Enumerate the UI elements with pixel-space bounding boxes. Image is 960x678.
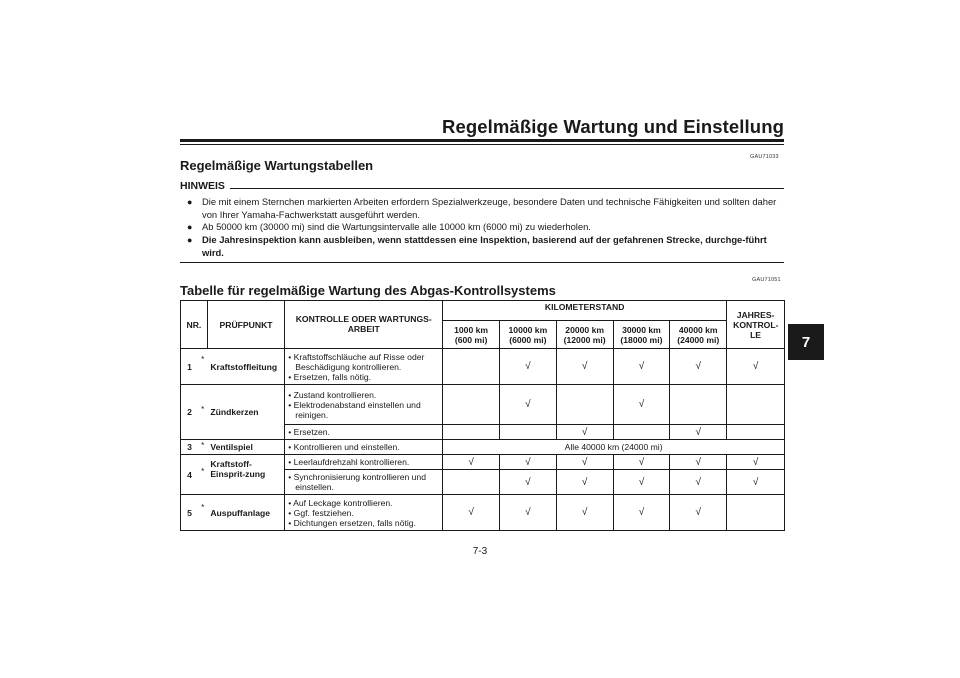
interval-km: 10000 km xyxy=(508,324,548,335)
check-cell: √ xyxy=(499,470,556,495)
check-cell: √ xyxy=(670,470,727,495)
work-line: • Synchronisierung kontrollieren und einstellen. xyxy=(288,472,426,492)
star-marker: * xyxy=(198,385,207,440)
section-title: Regelmäßige Wartungstabellen xyxy=(180,158,374,173)
check-cell: √ xyxy=(443,455,500,470)
row-number: 1 xyxy=(181,349,199,385)
work-line: • Zustand kontrollieren. xyxy=(288,389,377,400)
check-cell: √ xyxy=(499,385,556,425)
check-cell xyxy=(613,425,670,440)
row-work: • Kontrollieren und einstellen. xyxy=(285,440,443,455)
note-text: Ab 50000 km (30000 mi) sind die Wartungsintervalle alle 10000 km (6000 mi) zu wiederholen. xyxy=(202,221,591,232)
maintenance-table xyxy=(180,300,785,531)
row-number: 3 xyxy=(181,440,199,455)
check-cell xyxy=(499,425,556,440)
section-code: GAU71033 xyxy=(750,154,779,160)
row-work xyxy=(285,349,443,385)
note-item xyxy=(186,221,784,234)
star-marker: * xyxy=(198,495,207,531)
star-marker: * xyxy=(198,440,207,455)
check-cell: √ xyxy=(727,349,785,385)
note-item xyxy=(186,234,784,259)
work-line: • Auf Leckage kontrollieren. xyxy=(288,497,393,508)
section-title: Tabelle für regelmäßige Wartung des Abgas-Kontrollsystems xyxy=(180,283,556,298)
row-item: Kraftstoff-Einsprit-zung xyxy=(207,455,284,495)
check-cell xyxy=(443,349,500,385)
row-item: Zündkerzen xyxy=(207,385,284,440)
header-interval-1 xyxy=(443,321,500,349)
bullet-icon: ● xyxy=(187,235,193,245)
table-row xyxy=(181,440,785,455)
check-cell xyxy=(556,385,613,425)
header-item: PRÜFPUNKT xyxy=(207,301,284,349)
row-number: 5 xyxy=(181,495,199,531)
check-cell: √ xyxy=(613,455,670,470)
interval-mi: (6000 mi) xyxy=(509,334,547,345)
interval-km: 1000 km xyxy=(454,324,489,335)
check-cell: √ xyxy=(556,470,613,495)
check-cell: √ xyxy=(556,495,613,531)
check-cell xyxy=(727,385,785,425)
header-odometer: KILOMETERSTAND xyxy=(443,301,727,321)
header-interval-2 xyxy=(499,321,556,349)
work-line: • Kraftstoffschläuche auf Risse oder Beschädigung kontrollieren. xyxy=(288,351,425,372)
check-cell: √ xyxy=(556,455,613,470)
header-interval-4 xyxy=(613,321,670,349)
check-cell: √ xyxy=(443,495,500,531)
header-interval-3 xyxy=(556,321,613,349)
check-cell: √ xyxy=(556,425,613,440)
table-row xyxy=(181,495,785,531)
check-cell: √ xyxy=(670,455,727,470)
interval-mi: (600 mi) xyxy=(454,334,488,345)
page-number: 7-3 xyxy=(472,546,488,557)
hinweis-line xyxy=(230,188,784,189)
check-cell: √ xyxy=(499,349,556,385)
check-cell: √ xyxy=(727,455,785,470)
table-row xyxy=(181,455,785,470)
row-work: • Ersetzen. xyxy=(285,425,443,440)
check-cell xyxy=(443,425,500,440)
page-header-title: Regelmäßige Wartung und Einstellung xyxy=(442,116,784,137)
work-line: • Ggf. festziehen. xyxy=(288,507,354,518)
check-cell: √ xyxy=(499,455,556,470)
check-cell xyxy=(727,425,785,440)
row-number: 2 xyxy=(181,385,199,440)
hinweis-label: HINWEIS xyxy=(180,180,229,192)
table-row xyxy=(181,349,785,385)
row-item: Kraftstoffleitung xyxy=(207,349,284,385)
header-interval-5 xyxy=(670,321,727,349)
interval-km: 20000 km xyxy=(565,324,605,335)
interval-km: 40000 km xyxy=(678,324,718,335)
interval-mi: (18000 mi) xyxy=(620,334,663,345)
row-number: 4 xyxy=(181,455,199,495)
interval-km: 30000 km xyxy=(622,324,661,335)
check-cell: √ xyxy=(670,495,727,531)
row-work xyxy=(285,495,443,531)
star-marker: * xyxy=(198,455,207,495)
header-rule-thin xyxy=(180,144,784,145)
hinweis-end-rule xyxy=(180,262,784,263)
check-cell: √ xyxy=(613,349,670,385)
section-code: GAU71051 xyxy=(752,277,781,283)
check-cell xyxy=(670,385,727,425)
check-cell: √ xyxy=(613,470,670,495)
note-item xyxy=(186,196,784,221)
check-cell: √ xyxy=(556,349,613,385)
check-cell: √ xyxy=(670,349,727,385)
row-item: Ventilspiel xyxy=(207,440,284,455)
header-nr: NR. xyxy=(181,301,208,349)
bullet-icon: ● xyxy=(187,222,193,232)
check-cell: √ xyxy=(670,425,727,440)
note-text: Die mit einem Sternchen markierten Arbeiten erfordern Spezialwerkzeuge, besondere Daten und technische Fähigkeiten und sollten daher von Ihrer Yamaha-Fachwerkstatt ausgeführt werden. xyxy=(202,196,777,220)
star-marker: * xyxy=(198,349,207,385)
check-cell: √ xyxy=(613,495,670,531)
bullet-icon: ● xyxy=(187,197,193,207)
header-work: KONTROLLE ODER WARTUNGS-ARBEIT xyxy=(285,301,443,349)
check-cell xyxy=(443,470,500,495)
interval-mi: (12000 mi) xyxy=(563,334,606,345)
check-cell xyxy=(727,495,785,531)
interval-mi: (24000 mi) xyxy=(677,334,720,345)
work-line: • Ersetzen, falls nötig. xyxy=(288,371,372,382)
row-work xyxy=(285,470,443,495)
row-item: Auspuffanlage xyxy=(207,495,284,531)
check-cell: √ xyxy=(727,470,785,495)
note-text: Die Jahresinspektion kann ausbleiben, wenn stattdessen eine Inspektion, basierend auf der gefahrenen Strecke, durchge-führt wird. xyxy=(202,234,767,258)
chapter-tab[interactable]: 7 xyxy=(788,324,824,360)
work-line: • Elektrodenabstand einstellen und reinigen. xyxy=(288,399,421,420)
work-line: • Dichtungen ersetzen, falls nötig. xyxy=(288,517,416,528)
table-row xyxy=(181,385,785,425)
check-cell: √ xyxy=(613,385,670,425)
row-work xyxy=(285,385,443,425)
check-cell xyxy=(443,385,500,425)
header-annual: JAHRES-KONTROL-LE xyxy=(727,301,785,349)
interval-note: Alle 40000 km (24000 mi) xyxy=(443,440,785,455)
header-rule-thick xyxy=(180,139,784,142)
row-work: • Leerlaufdrehzahl kontrollieren. xyxy=(285,455,443,470)
check-cell: √ xyxy=(499,495,556,531)
